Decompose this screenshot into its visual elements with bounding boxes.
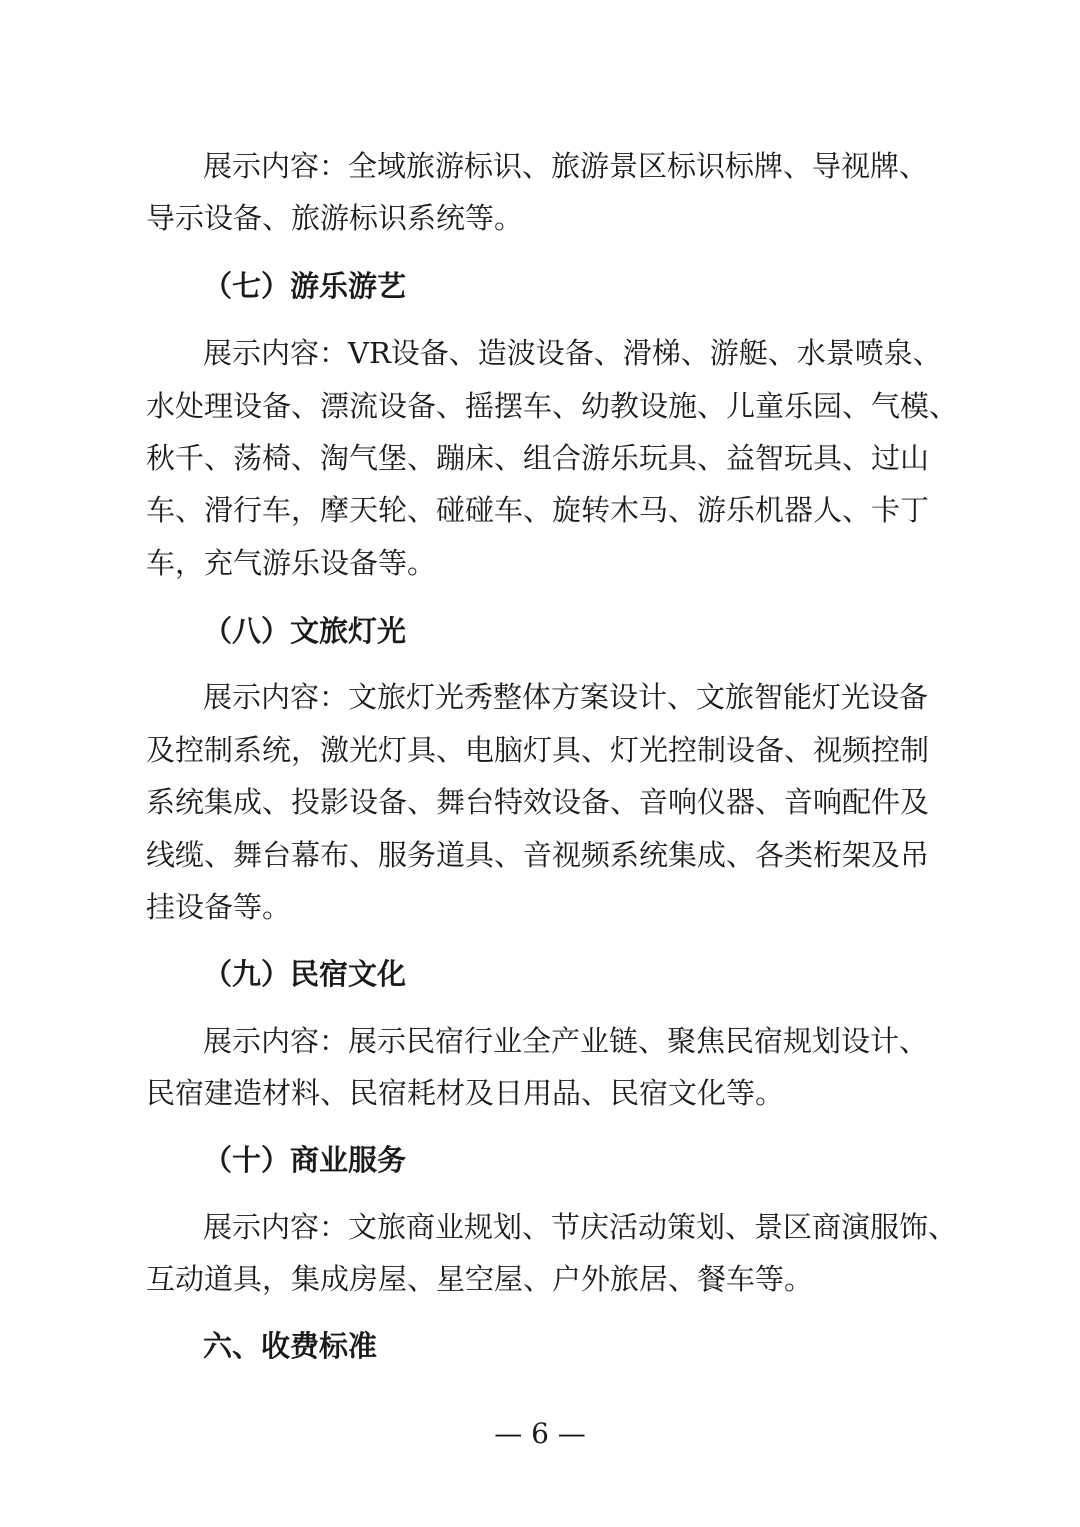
paragraph-line: 挂设备等。 bbox=[146, 890, 292, 924]
paragraph-line: 秋千、荡椅、淘气堡、蹦床、组合游乐玩具、益智玩具、过山 bbox=[146, 441, 930, 475]
paragraph-line: 展示内容：VR设备、造波设备、滑梯、游艇、水景喷泉、 bbox=[203, 336, 942, 370]
chapter-heading-6: 六、收费标准 bbox=[203, 1329, 378, 1363]
paragraph-line: 民宿建造材料、民宿耗材及日用品、民宿文化等。 bbox=[146, 1076, 785, 1110]
paragraph-line: 展示内容：展示民宿行业全产业链、聚焦民宿规划设计、 bbox=[203, 1024, 929, 1058]
paragraph-line: 水处理设备、漂流设备、摇摆车、幼教设施、儿童乐园、气模、 bbox=[146, 389, 959, 423]
section-heading-8: （八）文旅灯光 bbox=[203, 614, 407, 648]
paragraph-line: 展示内容：全域旅游标识、旅游景区标识标牌、导视牌、 bbox=[203, 149, 929, 183]
paragraph-line: 展示内容：文旅灯光秀整体方案设计、文旅智能灯光设备 bbox=[203, 680, 929, 714]
paragraph-line: 线缆、舞台幕布、服务道具、音视频系统集成、各类桁架及吊 bbox=[146, 838, 930, 872]
page-number: — 6 — bbox=[494, 1417, 586, 1450]
section-heading-10: （十）商业服务 bbox=[203, 1143, 407, 1177]
paragraph-line: 及控制系统，激光灯具、电脑灯具、灯光控制设备、视频控制 bbox=[146, 733, 930, 767]
section-heading-7: （七）游乐游艺 bbox=[203, 269, 407, 303]
paragraph-line: 导示设备、旅游标识系统等。 bbox=[146, 201, 524, 235]
paragraph-line: 系统集成、投影设备、舞台特效设备、音响仪器、音响配件及 bbox=[146, 785, 930, 819]
paragraph-line: 车、滑行车，摩天轮、碰碰车、旋转木马、游乐机器人、卡丁 bbox=[146, 493, 930, 527]
paragraph-line: 互动道具，集成房屋、星空屋、户外旅居、餐车等。 bbox=[146, 1262, 814, 1296]
section-heading-9: （九）民宿文化 bbox=[203, 957, 407, 991]
paragraph-line: 展示内容：文旅商业规划、节庆活动策划、景区商演服饰、 bbox=[203, 1210, 958, 1244]
paragraph-line: 车，充气游乐设备等。 bbox=[146, 546, 437, 580]
